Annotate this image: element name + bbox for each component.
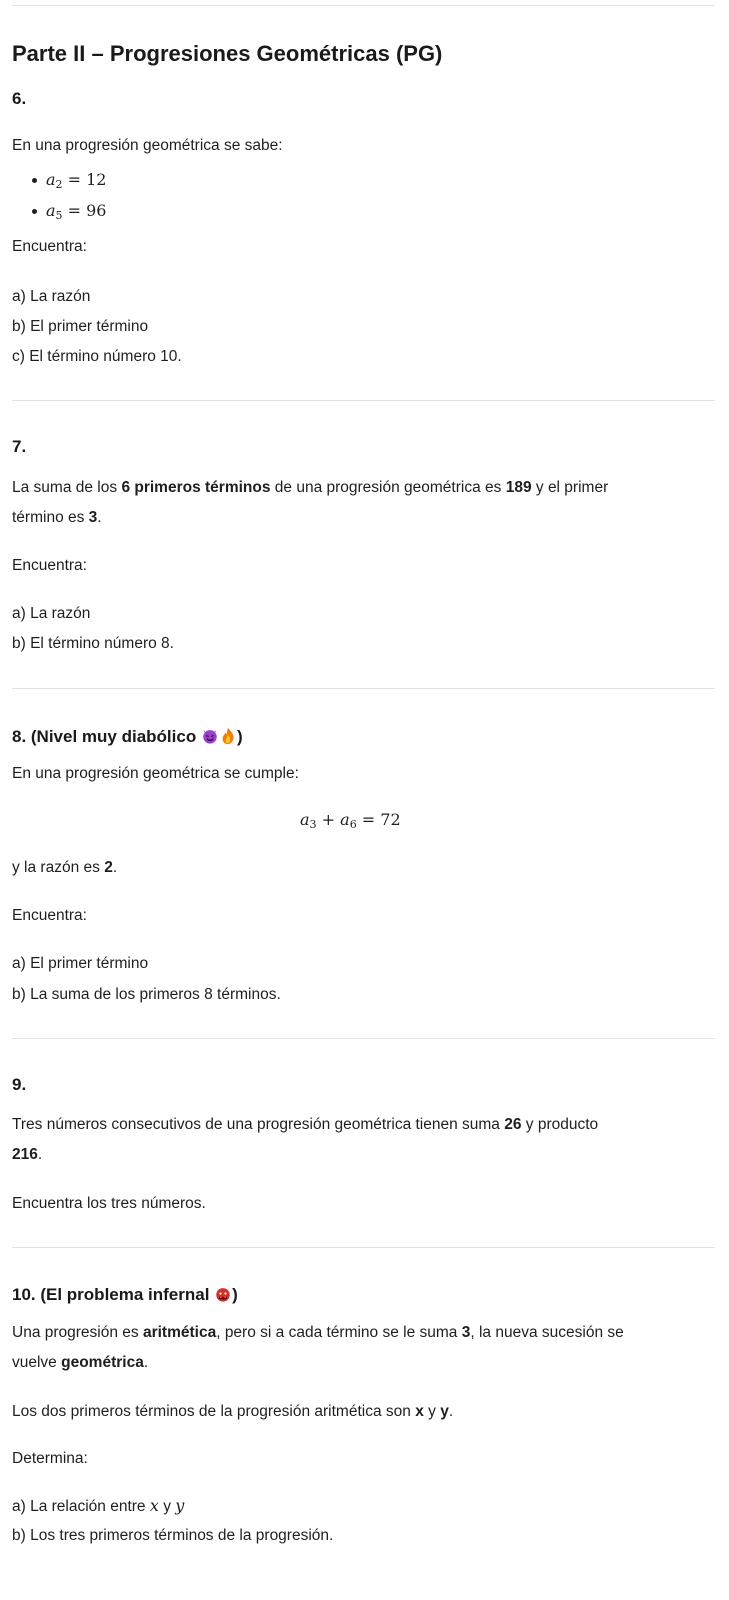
divider	[12, 1038, 715, 1039]
bullet	[32, 178, 37, 183]
problem-7-text-line1: La suma de los 6 primeros términos de una progresión geométrica es 189 y el primer	[12, 479, 609, 496]
problem-9-ask: Encuentra los tres números.	[12, 1195, 206, 1212]
problem-10-heading: 10. (El problema infernal )	[12, 1285, 238, 1304]
page-title: Parte II – Progresiones Geométricas (PG)	[12, 41, 443, 66]
problem-10-text-line2: vuelve geométrica.	[12, 1354, 149, 1371]
divider	[12, 688, 715, 689]
problem-6-item-a: a) La razón	[12, 288, 91, 305]
problem-10-item-b: b) Los tres primeros términos de la progresión.	[12, 1527, 334, 1544]
problem-8-item-b: b) La suma de los primeros 8 términos.	[12, 986, 281, 1003]
problem-6-ask: Encuentra:	[12, 238, 87, 255]
problem-6-item-b: b) El primer término	[12, 318, 149, 335]
problem-8-ask: Encuentra:	[12, 907, 87, 924]
divider	[12, 400, 715, 401]
problem-8-intro: En una progresión geométrica se cumple:	[12, 765, 299, 782]
bullet	[32, 209, 37, 214]
problem-10-item-a: a) La relación entre x y y	[12, 1496, 185, 1515]
ogre-emoji	[214, 1285, 232, 1303]
problem-9-number: 9.	[12, 1075, 27, 1094]
problem-7-item-b: b) El término número 8.	[12, 635, 174, 652]
problem-10-text-line1: Una progresión es aritmética, pero si a cada término se le suma 3, la nueva sucesión se	[12, 1324, 624, 1341]
given-a5: $a_5 = 96$	[46, 201, 107, 222]
problem-7-ask: Encuentra:	[12, 557, 87, 574]
problem-7-item-a: a) La razón	[12, 605, 91, 622]
problem-6-number: 6.	[12, 89, 27, 108]
given-a2: $a_2 = 12$	[46, 170, 107, 191]
top-divider	[12, 5, 715, 6]
problem-10-ask: Determina:	[12, 1450, 88, 1467]
problem-8-heading: 8. (Nivel muy diabólico )	[12, 727, 243, 746]
problem-10-text-line3: Los dos primeros términos de la progresión aritmética son x y y.	[12, 1403, 454, 1420]
problem-8-ratio: y la razón es 2.	[12, 859, 118, 876]
problem-8-equation: $a_3 + a_6 = 72$	[300, 810, 401, 831]
problem-9-text-line1: Tres números consecutivos de una progresión geométrica tienen suma 26 y producto	[12, 1116, 599, 1133]
fire-emoji	[219, 727, 237, 745]
problem-8-item-a: a) El primer término	[12, 955, 149, 972]
problem-7-number: 7.	[12, 437, 27, 456]
problem-9-text-line2: 216.	[12, 1146, 43, 1163]
smiling-devil-emoji	[201, 727, 219, 745]
problem-7-text-line2: término es 3.	[12, 509, 102, 526]
divider	[12, 1247, 715, 1248]
problem-6-intro: En una progresión geométrica se sabe:	[12, 137, 283, 154]
problem-6-item-c: c) El término número 10.	[12, 348, 182, 365]
